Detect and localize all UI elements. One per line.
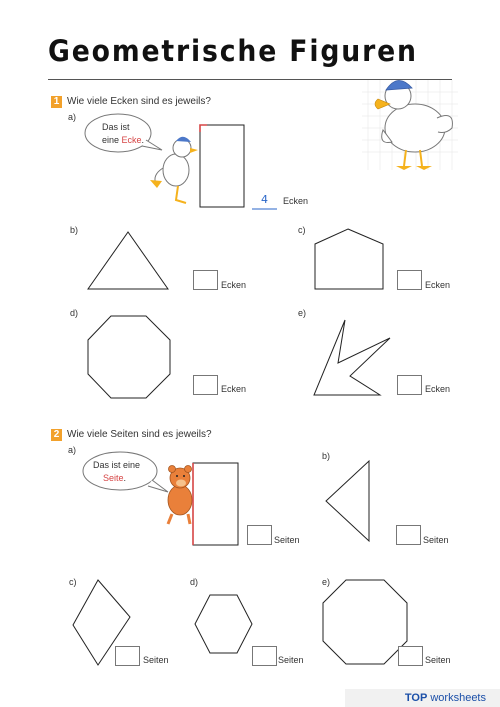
bubble-1-text xyxy=(102,121,144,147)
shape-1c-pentagon xyxy=(315,229,383,289)
item-1c-label: c) xyxy=(298,225,306,235)
answer-box-2a[interactable] xyxy=(247,525,272,545)
bubble-2-line1: Das ist eine xyxy=(93,460,141,470)
item-1b-label: b) xyxy=(70,225,79,235)
item-1e-label: e) xyxy=(298,308,307,318)
bubble-1-prefix: eine xyxy=(102,135,122,145)
example-answer: 4 xyxy=(261,193,268,206)
answer-box-2b[interactable] xyxy=(396,525,421,545)
shape-1e-arrow xyxy=(314,320,390,395)
footer-logo[interactable] xyxy=(405,692,486,704)
item-1d-label: d) xyxy=(70,308,79,318)
corner-highlight xyxy=(200,125,207,132)
duck-with-cap-illustration xyxy=(362,80,458,170)
task-1-number: 1 xyxy=(51,96,62,108)
shape-1d-octagon xyxy=(88,316,170,398)
answer-box-1b[interactable] xyxy=(193,270,218,290)
unit-2d: Seiten xyxy=(278,655,304,665)
unit-1c: Ecken xyxy=(425,280,451,290)
answer-box-2d[interactable] xyxy=(252,646,277,666)
bubble-2-line2 xyxy=(93,472,140,485)
bubble-1-suffix: . xyxy=(141,135,145,145)
item-2e-label: e) xyxy=(322,577,331,587)
task-1-question: Wie viele Ecken sind es jeweils? xyxy=(67,96,211,107)
shape-2e-octagon xyxy=(323,580,407,664)
unit-1b: Ecken xyxy=(221,280,247,290)
item-2c-label: c) xyxy=(69,577,77,587)
bubble-2-suffix: . xyxy=(123,473,127,483)
unit-1a: Ecken xyxy=(283,196,309,206)
task-2-question: Wie viele Seiten sind es jeweils? xyxy=(67,429,212,440)
bubble-1-line1: Das ist xyxy=(102,122,130,132)
unit-2c: Seiten xyxy=(143,655,169,665)
bubble-1-highlight: Ecke xyxy=(121,135,142,145)
unit-1d: Ecken xyxy=(221,384,247,394)
item-2a-label: a) xyxy=(68,445,77,455)
footer-worksheets: worksheets xyxy=(430,692,486,704)
unit-2e: Seiten xyxy=(425,655,451,665)
item-2d-label: d) xyxy=(190,577,199,587)
shape-1b-triangle xyxy=(88,232,168,289)
shape-2d-hexagon xyxy=(195,595,252,653)
bear-mascot-illustration xyxy=(168,466,192,525)
shape-2b-triangle xyxy=(326,461,369,541)
footer-top: TOP xyxy=(404,692,428,704)
answer-box-2e[interactable] xyxy=(398,646,423,666)
unit-1e: Ecken xyxy=(425,384,451,394)
task-2-number: 2 xyxy=(51,429,62,441)
unit-2a: Seiten xyxy=(274,535,300,545)
item-2b-label: b) xyxy=(322,451,331,461)
unit-2b: Seiten xyxy=(423,535,449,545)
answer-box-1e[interactable] xyxy=(397,375,422,395)
bubble-1-line2 xyxy=(102,134,144,147)
answer-box-2c[interactable] xyxy=(115,646,140,666)
shape-1a-rectangle xyxy=(200,125,244,207)
answer-box-1d[interactable] xyxy=(193,375,218,395)
bubble-2-highlight: Seite xyxy=(103,473,124,483)
page-title: Geometrische Figuren xyxy=(48,34,418,68)
answer-box-1c[interactable] xyxy=(397,270,422,290)
bubble-2-text xyxy=(93,459,140,485)
shape-2a-rectangle xyxy=(193,463,238,545)
item-1a-label: a) xyxy=(68,112,77,122)
